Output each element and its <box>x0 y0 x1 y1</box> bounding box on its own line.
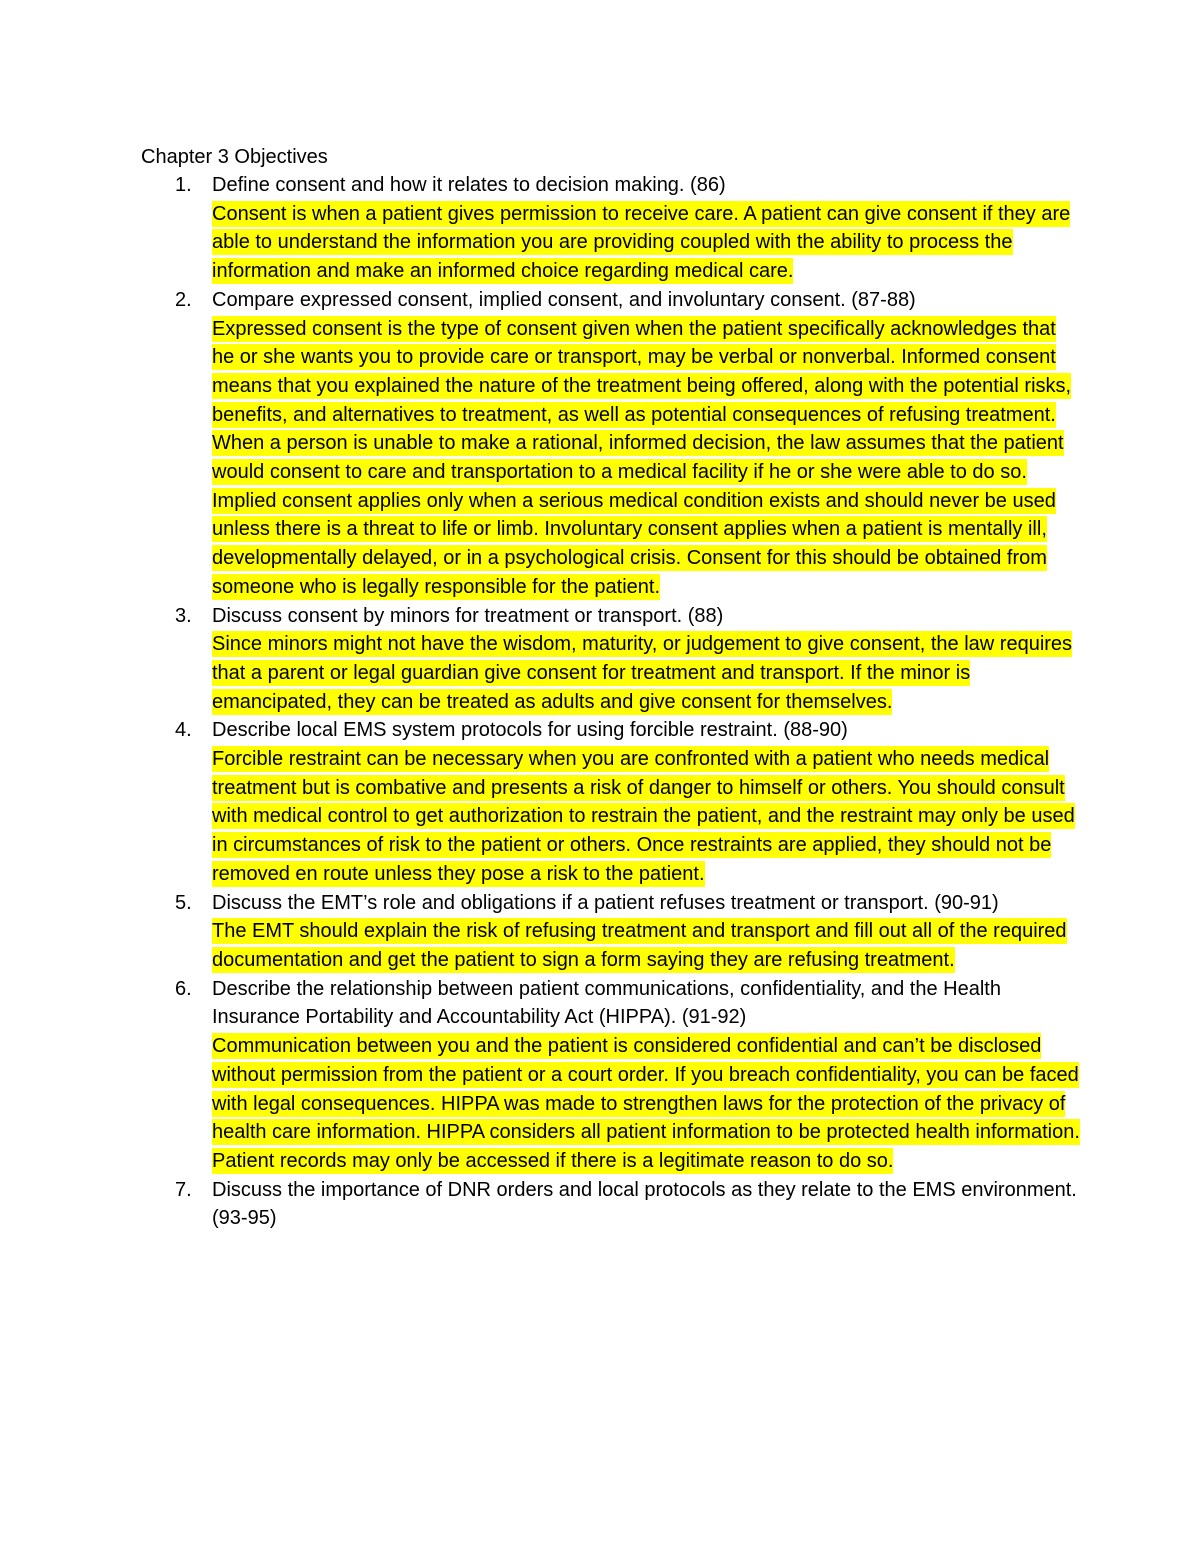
objective-number: 2. <box>175 288 192 311</box>
objective-number: 4. <box>175 719 192 742</box>
objective-number: 1. <box>175 174 192 196</box>
highlighted-answer-text: Since minors might not have the wisdom, maturity, or judgement to give consent, the law requires that a parent or legal guardian give consent for treatment and transport. If the minor is emancipated, they can be treated as adults and give consent for themselves. <box>212 633 1073 713</box>
objective-answer <box>212 917 1081 974</box>
objectives-list <box>141 171 1081 1233</box>
objective-number: 6. <box>175 977 192 1000</box>
objective-item <box>141 1176 1081 1233</box>
objective-answer <box>212 745 1081 889</box>
document-title: Chapter 3 Objectives <box>141 146 328 168</box>
objective-number: 3. <box>175 604 192 627</box>
objective-question: Describe the relationship between patient communications, confidentiality, and the Health Insurance Portability and Accountability Act (HIPPA). (91-92) <box>212 977 1001 1029</box>
objective-answer <box>212 1032 1081 1176</box>
objective-question: Discuss the EMT’s role and obligations if a patient refuses treatment or transport. (90-91) <box>212 891 999 914</box>
objective-item <box>141 716 1081 888</box>
objective-item <box>141 602 1081 717</box>
highlighted-answer-text: Expressed consent is the type of consent given when the patient specifically acknowledges that he or she wants you to provide care or transport, may be verbal or nonverbal. Informed consent means that you explained the nature of the treatment being offered, along with the potential risks, benefits, and alternatives to treatment, as well as potential consequences of refusing treatment. When a person is unable to make a rational, informed decision, the law assumes that the patient would consent to care and transportation to a medical facility if he or she were able to do so. Implied consent applies only when a serious medical condition exists and should never be used unless there is a threat to life or limb. Involuntary consent applies when a patient is mentally ill, developmentally delayed, or in a psychological crisis. Consent for this should be obtained from someone who is legally responsible for the patient. <box>212 317 1072 598</box>
highlighted-answer-text: Consent is when a patient gives permission to receive care. A patient can give consent if they are able to understand the information you are providing coupled with the ability to process the information and make an informed choice regarding medical care. <box>212 202 1071 283</box>
objective-answer <box>212 630 1081 716</box>
objective-number: 7. <box>175 1178 192 1201</box>
objective-question: Discuss the importance of DNR orders and local protocols as they relate to the EMS environment. (93-95) <box>212 1178 1077 1230</box>
objective-item <box>141 889 1081 975</box>
objective-question: Define consent and how it relates to decision making. (86) <box>212 174 726 196</box>
objective-question: Describe local EMS system protocols for using forcible restraint. (88-90) <box>212 719 848 742</box>
objective-answer <box>212 315 1081 602</box>
objective-item <box>141 286 1081 602</box>
objective-question: Compare expressed consent, implied consent, and involuntary consent. (87-88) <box>212 288 916 311</box>
objective-item <box>141 171 1081 286</box>
objective-question: Discuss consent by minors for treatment or transport. (88) <box>212 604 724 627</box>
objective-answer <box>212 200 1081 286</box>
highlighted-answer-text: The EMT should explain the risk of refusing treatment and transport and fill out all of the required documentation and get the patient to sign a form saying they are refusing treatment. <box>212 920 1067 971</box>
highlighted-answer-text: Forcible restraint can be necessary when you are confronted with a patient who needs medical treatment but is combative and presents a risk of danger to himself or others. You should consult with medical control to get authorization to restrain the patient, and the restraint may only be used in circumstances of risk to the patient or others. Once restraints are applied, they should not be removed en route unless they pose a risk to the patient. <box>212 748 1075 885</box>
objective-item <box>141 975 1081 1176</box>
highlighted-answer-text: Communication between you and the patient is considered confidential and can’t be disclosed without permission from the patient or a court order. If you breach confidentiality, you can be faced with legal consequences. HIPPA was made to strengthen laws for the protection of the privacy of health care information. HIPPA considers all patient information to be protected health information. Patient records may only be accessed if there is a legitimate reason to do so. <box>212 1035 1080 1172</box>
objective-number: 5. <box>175 891 192 914</box>
